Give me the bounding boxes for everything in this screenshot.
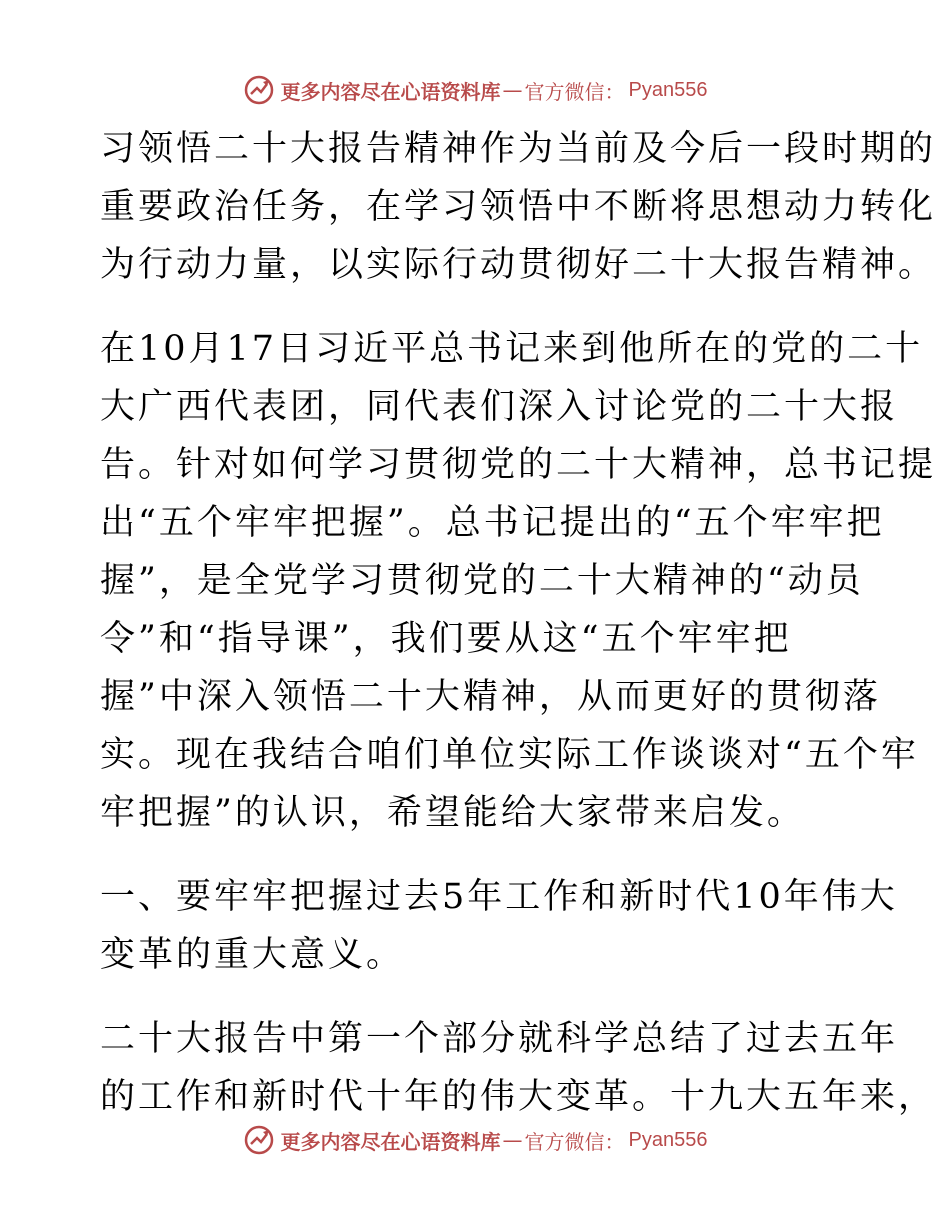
- text-line: 习领悟二十大报告精神作为当前及今后一段时期的: [100, 129, 937, 169]
- book-pen-logo-icon: [243, 74, 275, 106]
- text-line: 大广西代表团，同代表们深入讨论党的二十大报: [100, 387, 899, 427]
- watermark-id: Pyan556: [628, 1128, 708, 1151]
- text-line: 握”中深入领悟二十大精神，从而更好的贯彻落: [100, 677, 881, 717]
- document-body: [100, 120, 937, 1126]
- watermark-label: 官方微信：: [524, 1129, 625, 1154]
- watermark-id: Pyan556: [628, 78, 708, 101]
- text-line: 重要政治任务，在学习领悟中不断将思想动力转化: [100, 187, 937, 227]
- text-line: 二十大报告中第一个部分就科学总结了过去五年: [100, 1019, 899, 1059]
- text-line: 令”和“指导课”，我们要从这“五个牢牢把: [100, 619, 792, 659]
- text-line: 出“五个牢牢把握”。总书记提出的“五个牢牢把: [100, 503, 885, 543]
- section-heading: [100, 868, 898, 984]
- watermark-site-text: 更多内容尽在心语资料库: [280, 79, 501, 104]
- watermark-label: 官方微信：: [524, 79, 625, 104]
- text-line: 牢把握”的认识，希望能给大家带来启发。: [100, 793, 805, 833]
- watermark-dash: —: [502, 1128, 523, 1152]
- text-line: 一、要牢牢把握过去5年工作和新时代10年伟大: [100, 877, 898, 917]
- text-line: 为行动力量，以实际行动贯彻好二十大报告精神。: [100, 245, 937, 285]
- book-pen-logo-icon: [243, 1124, 275, 1156]
- text-line: 实。现在我结合咱们单位实际工作谈谈对“五个牢: [100, 735, 919, 775]
- text-line: 在10月17日习近平总书记来到他所在的党的二十: [100, 329, 924, 369]
- header-watermark: [0, 70, 950, 110]
- watermark-dash: —: [502, 78, 523, 102]
- text-line: 变革的重大意义。: [100, 935, 405, 975]
- watermark-site-text: 更多内容尽在心语资料库: [280, 1129, 501, 1154]
- paragraph-spacer: [100, 842, 860, 868]
- text-line: 的工作和新时代十年的伟大变革。十九大五年来，: [100, 1077, 937, 1117]
- footer-watermark: [0, 1120, 950, 1160]
- text-line: 握”，是全党学习贯彻党的二十大精神的“动员: [100, 561, 864, 601]
- text-line: 告。针对如何学习贯彻党的二十大精神，总书记提: [100, 445, 937, 485]
- paragraph: [100, 1010, 937, 1126]
- paragraph: [100, 120, 937, 294]
- paragraph: [100, 320, 937, 842]
- paragraph-spacer: [100, 294, 860, 320]
- paragraph-spacer: [100, 984, 860, 1010]
